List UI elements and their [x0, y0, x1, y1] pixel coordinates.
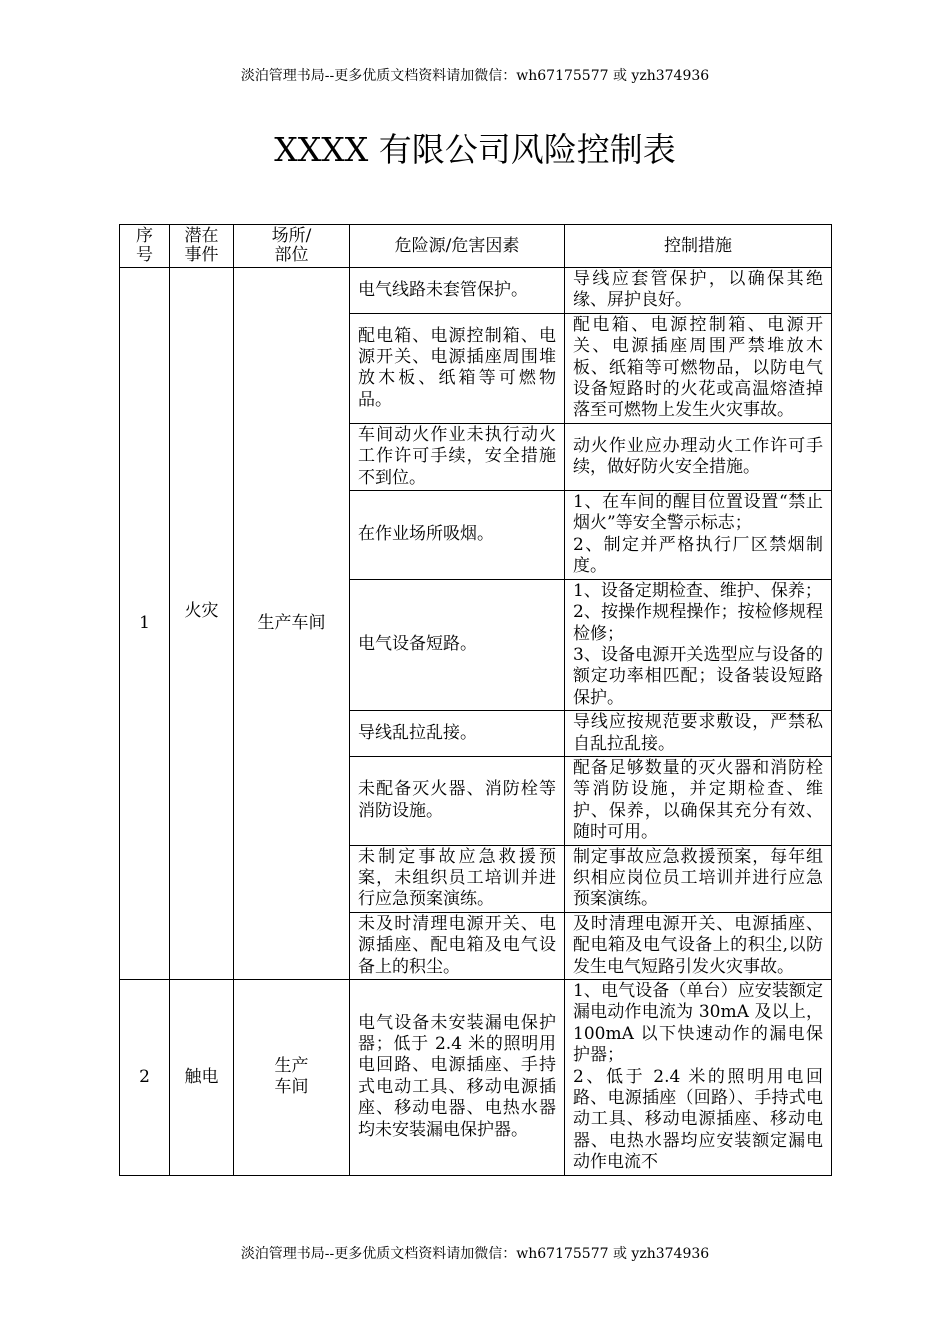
control-cell: 配备足够数量的灭火器和消防栓等消防设施，并定期检查、维护、保养，以确保其充分有效、随时可用。: [565, 756, 832, 845]
table-row: [120, 268, 832, 314]
event-cell: 火灾: [170, 268, 234, 980]
control-cell: 配电箱、电源控制箱、电源开关、电源插座周围严禁堆放木板、纸箱等可燃物品，以防电气设备短路时的火花或高温熔渣掉落至可燃物上发生火灾事故。: [565, 313, 832, 423]
location-cell: 生产车间: [234, 268, 350, 980]
row-number: 2: [120, 980, 170, 1176]
header-event: 潜在 事件: [170, 225, 234, 268]
row-number: 1: [120, 268, 170, 980]
control-cell: 1、设备定期检查、维护、保养； 2、按操作规程操作；按检修规程检修； 3、设备电源开关选型应与设备的额定功率相匹配；设备装设短路保护。: [565, 579, 832, 710]
hazard-cell: 车间动火作业未执行动火工作许可手续，安全措施不到位。: [350, 423, 565, 490]
hazard-cell: 在作业场所吸烟。: [350, 491, 565, 580]
control-cell: 1、电气设备（单台）应安装额定漏电动作电流为 30mA 及以上，100mA 以下快速动作的漏电保护器； 2、低于 2.4 米的照明用电回路、电源插座（回路）、手持式电动工具、移动电源插座、移动电器、电热水器均应安装额定漏电动作电流不: [565, 980, 832, 1176]
header-control: 控制措施: [565, 225, 832, 268]
control-cell: 导线应按规范要求敷设，严禁私自乱拉乱接。: [565, 711, 832, 757]
table-header-row: [120, 225, 832, 268]
event-cell: 触电: [170, 980, 234, 1176]
hazard-cell: 配电箱、电源控制箱、电源开关、电源插座周围堆放木板、纸箱等可燃物品。: [350, 313, 565, 423]
location-cell: 生产 车间: [234, 980, 350, 1176]
header-location: 场所/ 部位: [234, 225, 350, 268]
header-hazard: 危险源/危害因素: [350, 225, 565, 268]
page-title: XXXX 有限公司风险控制表: [274, 130, 676, 169]
hazard-cell: 未及时清理电源开关、电源插座、配电箱及电气设备上的积尘。: [350, 912, 565, 979]
risk-control-table: [119, 224, 832, 1176]
control-cell: 制定事故应急救援预案，每年组织相应岗位员工培训并进行应急预案演练。: [565, 845, 832, 912]
hazard-cell: 电气设备未安装漏电保护器；低于 2.4 米的照明用电回路、电源插座、手持式电动工具、移动电源插座、移动电器、电热水器均未安装漏电保护器。: [350, 980, 565, 1176]
hazard-cell: 未配备灭火器、消防栓等消防设施。: [350, 756, 565, 845]
table-row: [120, 980, 832, 1176]
hazard-cell: 未制定事故应急救援预案，未组织员工培训并进行应急预案演练。: [350, 845, 565, 912]
hazard-cell: 电气线路未套管保护。: [350, 268, 565, 314]
footer-note: 淡泊管理书局--更多优质文档资料请加微信：wh67175577 或 yzh374936: [240, 1246, 710, 1262]
header-no: 序 号: [120, 225, 170, 268]
control-cell: 及时清理电源开关、电源插座、配电箱及电气设备上的积尘,以防发生电气短路引发火灾事故。: [565, 912, 832, 979]
control-cell: 动火作业应办理动火工作许可手续，做好防火安全措施。: [565, 423, 832, 490]
hazard-cell: 电气设备短路。: [350, 579, 565, 710]
hazard-cell: 导线乱拉乱接。: [350, 711, 565, 757]
header-note: 淡泊管理书局--更多优质文档资料请加微信：wh67175577 或 yzh374936: [240, 68, 710, 84]
control-cell: 1、在车间的醒目位置设置“禁止烟火”等安全警示标志； 2、制定并严格执行厂区禁烟制度。: [565, 491, 832, 580]
control-cell: 导线应套管保护，以确保其绝缘、屏护良好。: [565, 268, 832, 314]
